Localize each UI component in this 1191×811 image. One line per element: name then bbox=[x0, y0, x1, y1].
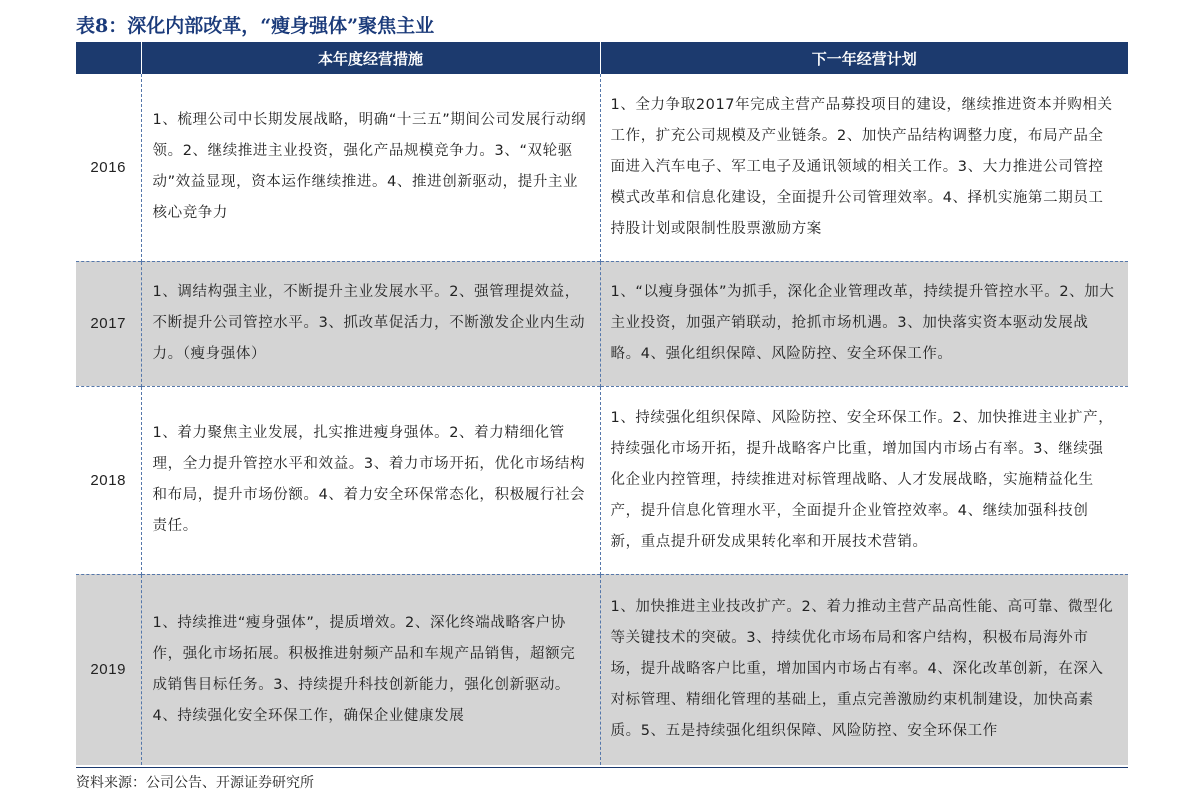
year-cell: 2017 bbox=[76, 261, 141, 386]
table-header-row bbox=[76, 42, 1128, 74]
next-plan-cell: 1、持续强化组织保障、风险防控、安全环保工作。2、加快推进主业扩产，持续强化市场开拓，提升战略客户比重，增加国内市场占有率。3、继续强化企业内控管理，持续推进对标管理战略、人才发展战略，实施精益化生产，提升信息化管理水平，全面提升企业管控效率。4、继续加强科技创新，重点提升研发成果转化率和开展技术营销。 bbox=[600, 386, 1128, 574]
header-current-measures: 本年度经营措施 bbox=[141, 42, 600, 74]
year-cell: 2019 bbox=[76, 574, 141, 765]
next-plan-cell: 1、“以瘦身强体”为抓手，深化企业管理改革，持续提升管控水平。2、加大主业投资，加强产销联动，抢抓市场机遇。3、加快落实资本驱动发展战略。4、强化组织保障、风险防控、安全环保工作。 bbox=[600, 261, 1128, 386]
table-bottom-rule bbox=[76, 767, 1128, 768]
table-row-2018 bbox=[76, 386, 1128, 574]
header-year bbox=[76, 42, 141, 74]
current-measures-cell: 1、调结构强主业，不断提升主业发展水平。2、强管理提效益，不断提升公司管控水平。3、抓改革促活力，不断激发企业内生动力。（瘦身强体） bbox=[141, 261, 600, 386]
current-measures-cell: 1、梳理公司中长期发展战略，明确“十三五”期间公司发展行动纲领。2、继续推进主业投资，强化产品规模竞争力。3、“双轮驱动”效益显现，资本运作继续推进。4、推进创新驱动，提升主业核心竞争力 bbox=[141, 74, 600, 261]
year-cell: 2016 bbox=[90, 158, 127, 176]
measures-table bbox=[76, 42, 1128, 765]
table-row-2016 bbox=[76, 74, 1128, 261]
header-next-plan: 下一年经营计划 bbox=[600, 42, 1128, 74]
current-measures-cell: 1、着力聚焦主业发展，扎实推进瘦身强体。2、着力精细化管理，全力提升管控水平和效益。3、着力市场开拓，优化市场结构和布局，提升市场份额。4、着力安全环保常态化，积极履行社会责任。 bbox=[141, 386, 600, 574]
current-measures-cell: 1、持续推进“瘦身强体”，提质增效。2、深化终端战略客户协作，强化市场拓展。积极推进射频产品和车规产品销售，超额完成销售目标任务。3、持续提升科技创新能力，强化创新驱动。4、持续强化安全环保工作，确保企业健康发展 bbox=[141, 574, 600, 765]
table-row-2019 bbox=[76, 574, 1128, 765]
table-row-2017 bbox=[76, 261, 1128, 386]
source-note: 资料来源：公司公告、开源证券研究所 bbox=[76, 775, 314, 791]
next-plan-cell: 1、加快推进主业技改扩产。2、着力推动主营产品高性能、高可靠、微型化等关键技术的突破。3、持续优化市场布局和客户结构，积极布局海外市场，提升战略客户比重，增加国内市场占有率。4、深化改革创新，在深入对标管理、精细化管理的基础上，重点完善激励约束机制建设，加快高素质。5、五是持续强化组织保障、风险防控、安全环保工作 bbox=[600, 574, 1128, 765]
next-plan-cell: 1、全力争取2017年完成主营产品募投项目的建设，继续推进资本并购相关工作，扩充公司规模及产业链条。2、加快产品结构调整力度，布局产品全面进入汽车电子、军工电子及通讯领域的相关工作。3、大力推进公司管控模式改革和信息化建设，全面提升公司管理效率。4、择机实施第二期员工持股计划或限制性股票激励方案 bbox=[600, 74, 1128, 261]
table-title: 表8：深化内部改革，“瘦身强体”聚焦主业 bbox=[76, 15, 435, 37]
year-cell: 2018 bbox=[90, 471, 127, 489]
